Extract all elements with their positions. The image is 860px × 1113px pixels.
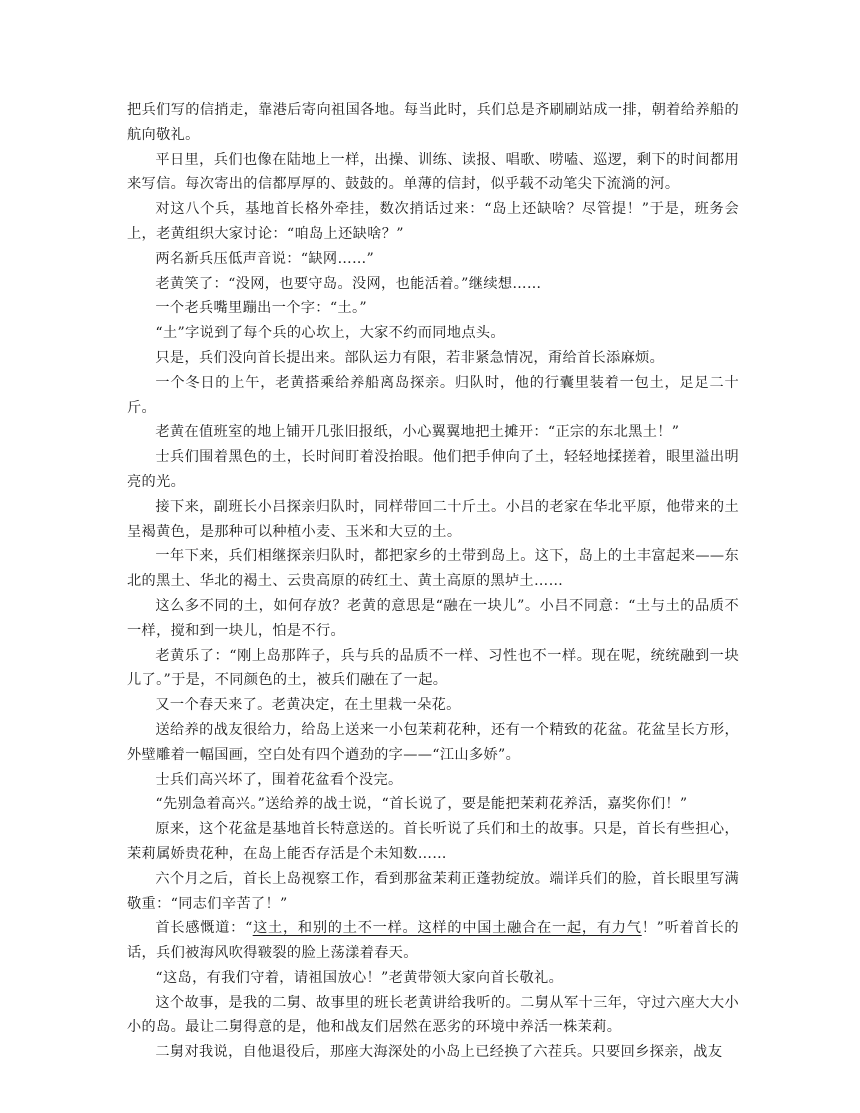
paragraph: 老黄在值班室的地上铺开几张旧报纸，小心翼翼地把土摊开：“正宗的东北黑土！” [155, 424, 680, 441]
paragraph: 对这八个兵，基地首长格外牵挂，数次捎话过来：“岛上还缺啥？尽管提！”于是，班务会上，老黄组织大家讨论：“咱岛上还缺啥？” [127, 201, 739, 242]
paragraph: 一个老兵嘴里蹦出一个字：“土。” [155, 300, 368, 317]
paragraph-with-underline [127, 916, 739, 966]
story-text-column [127, 98, 739, 1065]
paragraph: 接下来，副班长小吕探亲归队时，同样带回二十斤土。小吕的老家在华北平原，他带来的土呈褐黄色，是那种可以种植小麦、玉米和大豆的土。 [127, 498, 739, 540]
paragraph: 这么多不同的土，如何存放？老黄的意思是“融在一块儿”。小吕不同意：“土与土的品质不一样，搅和到一块儿，怕是不行。 [127, 597, 739, 639]
paragraph: “这岛，有我们守着，请祖国放心！”老黄带领大家向首长敬礼。 [155, 969, 564, 986]
paragraph: 原来，这个花盆是基地首长特意送的。首长听说了兵们和土的故事。只是，首长有些担心，茉莉属娇贵花种，在岛上能否存活是个未知数…… [127, 821, 739, 862]
paragraph: 把兵们写的信捎走，靠港后寄向祖国各地。每当此时，兵们总是齐刷刷站成一排，朝着给养船的航向敬礼。 [127, 102, 739, 143]
paragraph: 两名新兵压低声音说：“缺网……” [155, 250, 375, 267]
paragraph: 一年下来，兵们相继探亲归队时，都把家乡的土带到岛上。这下，岛上的土丰富起来——东北的黑土、华北的褐土、云贵高原的砖红土、黄土高原的黑垆土…… [127, 548, 739, 590]
paragraph: “先别急着高兴。”送给养的战士说，“首长说了，要是能把茉莉花养活，嘉奖你们！” [155, 796, 688, 813]
underlined-quote: 这土，和别的土不一样。这样的中国土融合在一起，有力气 [252, 920, 642, 937]
paragraph-text-before: 首长感慨道：“ [155, 920, 253, 937]
paragraph: 老黄乐了：“刚上岛那阵子，兵与兵的品质不一样、习性也不一样。现在呢，统统融到一块儿了。”于是，不同颜色的土，被兵们融在了一起。 [127, 647, 739, 689]
paragraph: 平日里，兵们也像在陆地上一样，出操、训练、读报、唱歌、唠嗑、巡逻，剩下的时间都用来写信。每次寄出的信都厚厚的、鼓鼓的。单薄的信封，似乎载不动笔尖下流淌的河。 [127, 151, 739, 193]
paragraph-text-after: ！”听着首长的话，兵们被海风吹得皲裂的脸上荡漾着春天。 [127, 920, 739, 962]
paragraph: “土”字说到了每个兵的心坎上，大家不约而同地点头。 [155, 325, 505, 342]
paragraph: 这个故事，是我的二舅、故事里的班长老黄讲给我听的。二舅从军十三年，守过六座大大小小的岛。最让二舅得意的是，他和战友们居然在恶劣的环境中养活一株茉莉。 [127, 994, 739, 1036]
paragraph: 士兵们高兴坏了，围着花盆看个没完。 [155, 771, 403, 788]
paragraph: 士兵们围着黑色的土，长时间盯着没抬眼。他们把手伸向了土，轻轻地揉搓着，眼里溢出明亮的光。 [127, 449, 739, 490]
paragraph: 只是，兵们没向首长提出来。部队运力有限，若非紧急情况，甭给首长添麻烦。 [155, 349, 665, 366]
paragraph: 一个冬日的上午，老黄搭乘给养船离岛探亲。归队时，他的行囊里装着一包土，足足二十斤。 [127, 374, 739, 416]
paragraph: 六个月之后，首长上岛视察工作，看到那盆茉莉正蓬勃绽放。端详兵们的脸，首长眼里写满敬重：“同志们辛苦了！” [127, 870, 739, 912]
paragraph: 又一个春天来了。老黄决定，在土里栽一朵花。 [155, 697, 461, 714]
paragraph: 二舅对我说，自他退役后，那座大海深处的小岛上已经换了六茬兵。只要回乡探亲，战友 [155, 1044, 723, 1061]
paragraph: 送给养的战友很给力，给岛上送来一小包茉莉花种，还有一个精致的花盆。花盆呈长方形，外壁雕着一幅国画，空白处有四个遒劲的字——“江山多娇”。 [127, 721, 739, 763]
paragraph: 老黄笑了：“没网，也要守岛。没网，也能活着。”继续想…… [155, 275, 542, 292]
